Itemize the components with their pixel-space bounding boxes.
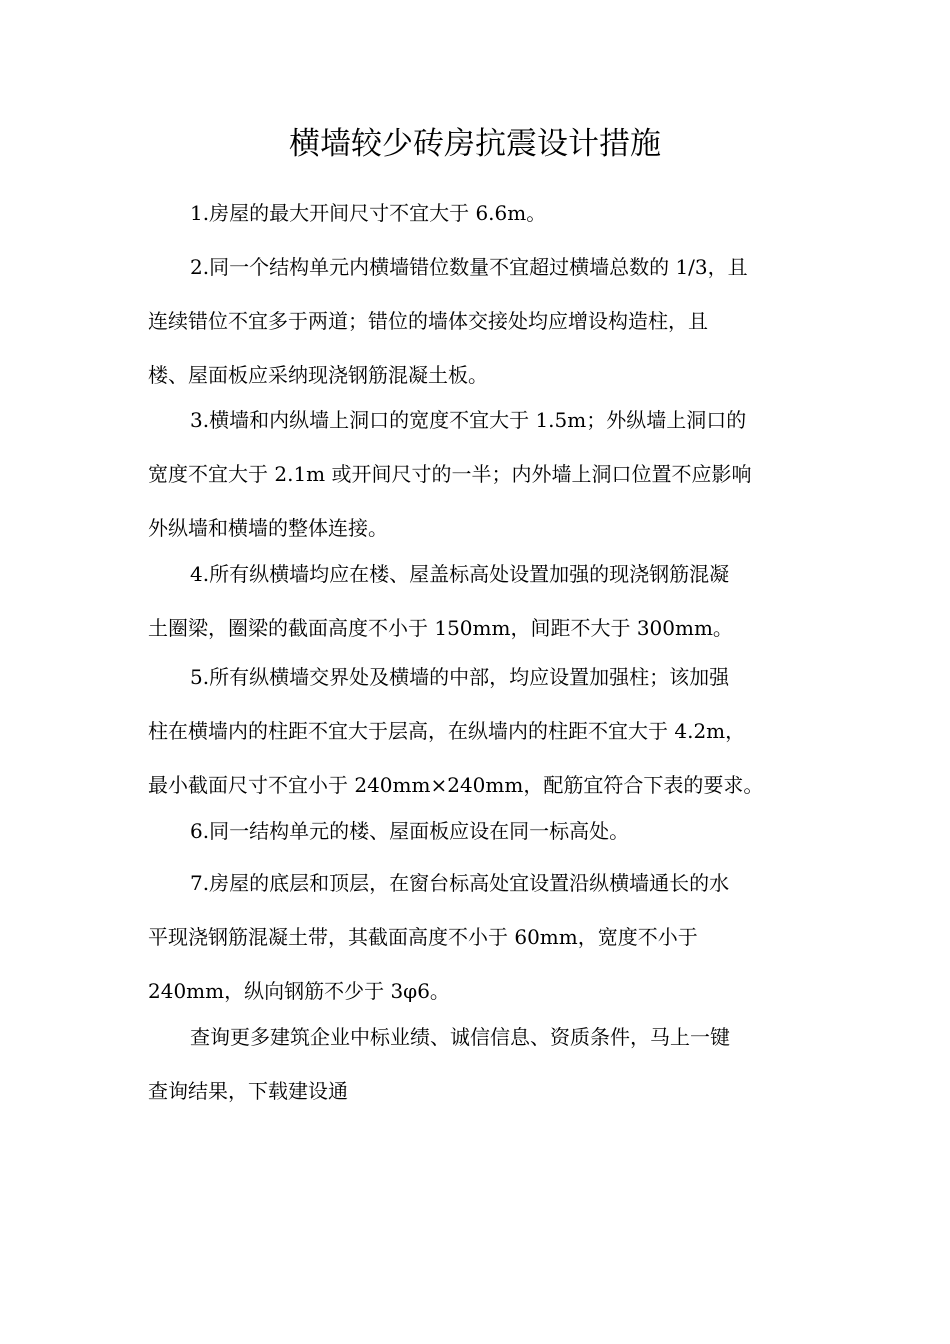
paragraph-line: 楼、屋面板应采纳现浇钢筋混凝土板。 (148, 363, 488, 387)
paragraph-line: 6.同一结构单元的楼、屋面板应设在同一标高处。 (190, 819, 630, 843)
paragraph-promo (148, 1010, 828, 1118)
paragraph-4 (148, 547, 828, 655)
paragraph-2 (148, 240, 828, 402)
paragraph-line: 7.房屋的底层和顶层，在窗台标高处宜设置沿纵横墙通长的水 (190, 871, 730, 895)
paragraph-line: 连续错位不宜多于两道；错位的墙体交接处均应增设构造柱，且 (148, 309, 708, 333)
paragraph-6 (148, 804, 828, 858)
paragraph-3 (148, 393, 828, 555)
paragraph-line: 平现浇钢筋混凝土带，其截面高度不小于 60mm，宽度不小于 (148, 925, 698, 949)
paragraph-line: 3.横墙和内纵墙上洞口的宽度不宜大于 1.5m；外纵墙上洞口的 (190, 408, 747, 432)
paragraph-line: 宽度不宜大于 2.1m 或开间尺寸的一半；内外墙上洞口位置不应影响 (148, 462, 752, 486)
paragraph-line: 柱在横墙内的柱距不宜大于层高，在纵墙内的柱距不宜大于 4.2m， (148, 719, 746, 743)
paragraph-line: 1.房屋的最大开间尺寸不宜大于 6.6m。 (190, 201, 547, 225)
paragraph-line: 最小截面尺寸不宜小于 240mm×240mm，配筋宜符合下表的要求。 (148, 773, 764, 797)
paragraph-line: 5.所有纵横墙交界处及横墙的中部，均应设置加强柱；该加强 (190, 665, 730, 689)
paragraph-5 (148, 650, 828, 812)
paragraph-7 (148, 856, 828, 1018)
paragraph-line: 查询更多建筑企业中标业绩、诚信信息、资质条件，马上一键 (190, 1025, 730, 1049)
paragraph-line: 外纵墙和横墙的整体连接。 (148, 516, 388, 540)
document-title: 横墙较少砖房抗震设计措施 (289, 126, 661, 162)
paragraph-1 (148, 186, 828, 240)
paragraph-line: 2.同一个结构单元内横墙错位数量不宜超过横墙总数的 1/3，且 (190, 255, 748, 279)
paragraph-line: 土圈梁，圈梁的截面高度不小于 150mm，间距不大于 300mm。 (148, 616, 733, 640)
paragraph-line: 查询结果，下载建设通 (148, 1079, 348, 1103)
paragraph-line: 240mm，纵向钢筋不少于 3φ6。 (148, 979, 450, 1003)
paragraph-line: 4.所有纵横墙均应在楼、屋盖标高处设置加强的现浇钢筋混凝 (190, 562, 730, 586)
